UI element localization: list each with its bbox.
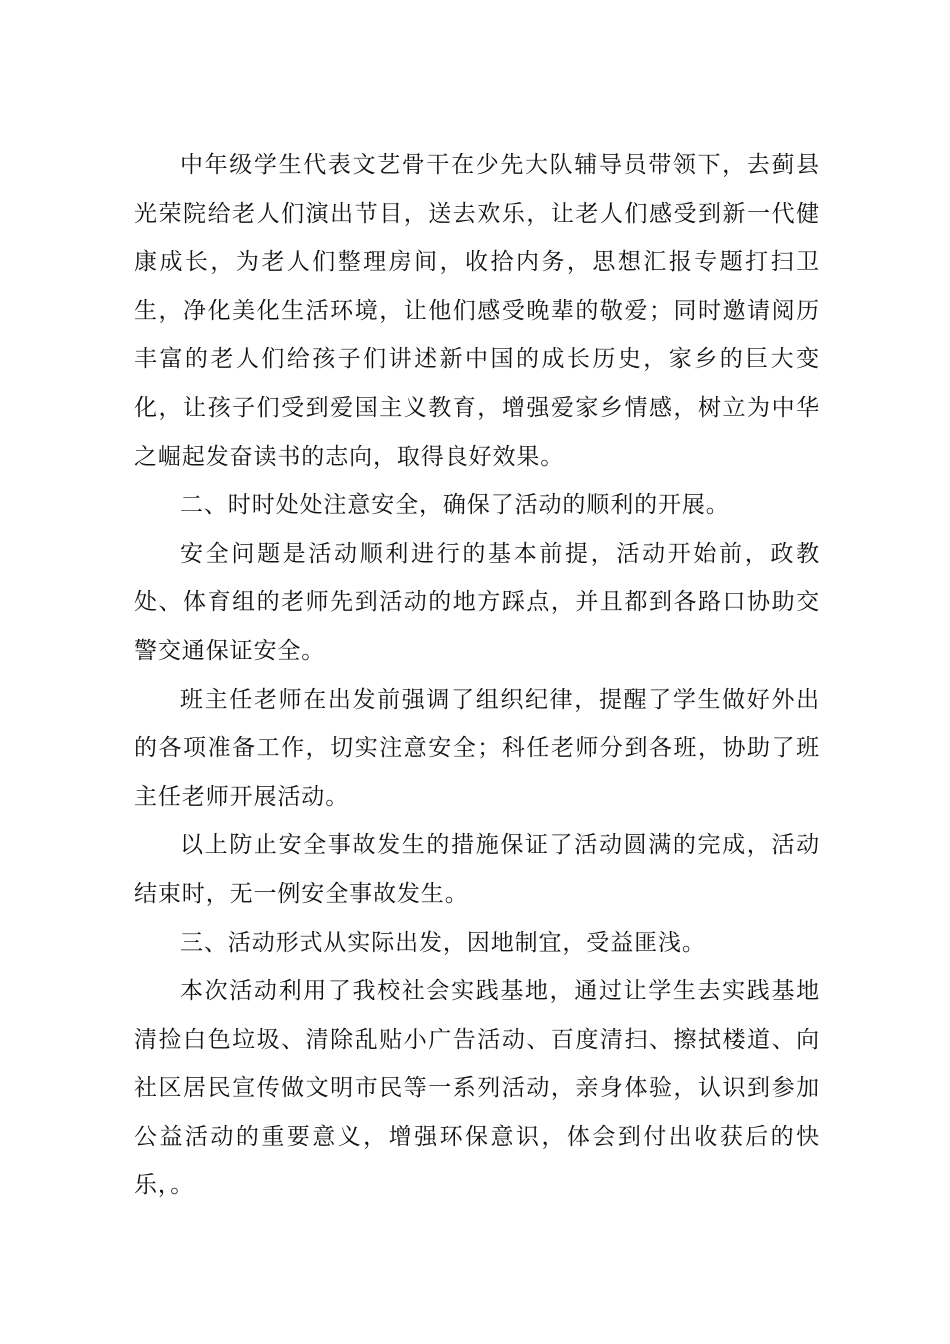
- document-body: [134, 141, 820, 1210]
- paragraph-safety-result: 以上防止安全事故发生的措施保证了活动圆满的完成，活动结束时，无一例安全事故发生。: [134, 832, 820, 907]
- paragraph-head-teacher: 班主任老师在出发前强调了组织纪律，提醒了学生做好外出的各项准备工作，切实注意安全；科任老师分到各班，协助了班主任老师开展活动。: [134, 686, 820, 810]
- section-heading-activity-form: 三、活动形式从实际出发，因地制宜，受益匪浅。: [180, 929, 706, 956]
- paragraph-safety-premise: 安全问题是活动顺利进行的基本前提，活动开始前，政教处、体育组的老师先到活动的地方踩点，并且都到各路口协助交警交通保证安全。: [134, 540, 820, 664]
- section-heading-safety: 二、时时处处注意安全，确保了活动的顺利的开展。: [180, 492, 730, 519]
- paragraph-activity-nursing-home: 中年级学生代表文艺骨干在少先大队辅导员带领下，去蓟县光荣院给老人们演出节目，送去欢乐，让老人们感受到新一代健康成长，为老人们整理房间，收拾内务，思想汇报专题打扫卫生，净化美化生活环境，让他们感受晚辈的敬爱；同时邀请阅历丰富的老人们给孩子们讲述新中国的成长历史，家乡的巨大变化，让孩子们受到爱国主义教育，增强爱家乡情感，树立为中华之崛起发奋读书的志向，取得良好效果。: [134, 152, 820, 470]
- paragraph-practice-base: 本次活动利用了我校社会实践基地，通过让学生去实践基地清捡白色垃圾、清除乱贴小广告活动、百度清扫、擦拭楼道、向社区居民宣传做文明市民等一系列活动，亲身体验，认识到参加公益活动的重要意义，增强环保意识，体会到付出收获后的快乐，。: [134, 978, 820, 1199]
